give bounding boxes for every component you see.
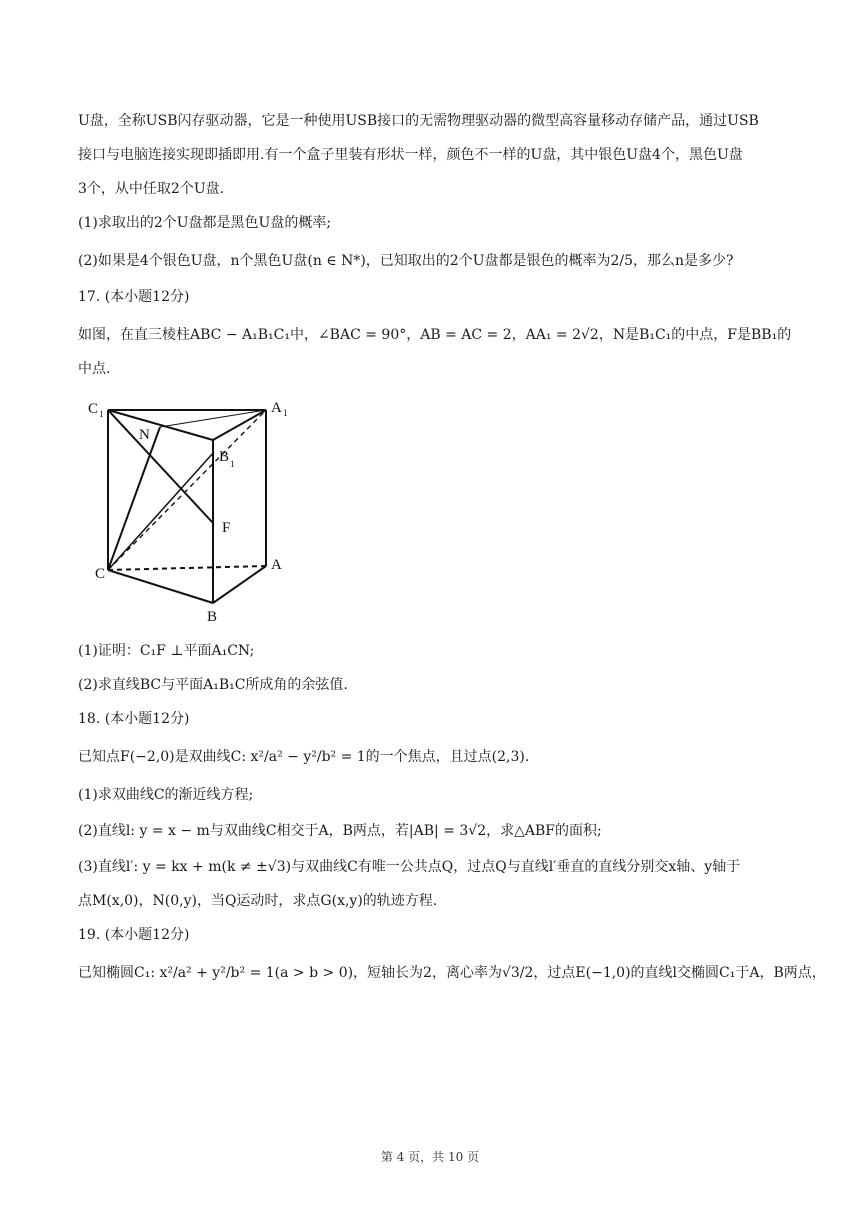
q17-stem-line-2: 中点.: [78, 361, 111, 377]
label-b1-subscript: 1: [230, 459, 235, 469]
prism-figure: [86, 395, 296, 627]
page-footer: 第 4 页，共 10 页: [380, 1150, 480, 1164]
q16-intro-line-3: 3个，从中任取2个U盘.: [78, 181, 225, 197]
q16-part-2: (2)如果是4个银色U盘，n个黑色U盘(n ∈ N*)，已知取出的2个U盘都是银色的概率为2/5，那么n是多少?: [78, 253, 734, 269]
q18-part-3-line-2: 点M(x,0)，N(0,y)，当Q运动时，求点G(x,y)的轨迹方程.: [78, 893, 438, 909]
label-f: F: [222, 520, 231, 536]
q18-part-1: (1)求双曲线C的渐近线方程;: [78, 787, 254, 803]
q16-part-1: (1)求取出的2个U盘都是黑色U盘的概率;: [78, 215, 332, 231]
label-a1-subscript: 1: [283, 408, 288, 418]
q18-heading: 18. (本小题12分): [78, 711, 190, 727]
label-a: A: [271, 557, 282, 573]
q19-stem: 已知椭圆C₁: x²/a² + y²/b² = 1(a > b > 0)，短轴长为2，离心率为√3/2，过点E(−1,0)的直线l交椭圆C₁于A，B两点，: [78, 965, 826, 981]
label-b: B: [207, 609, 218, 625]
q17-stem-line-1: 如图，在直三棱柱ABC − A₁B₁C₁中，∠BAC = 90°，AB = AC = 2，AA₁ = 2√2，N是B₁C₁的中点，F是BB₁的: [78, 327, 792, 343]
q18-part-2: (2)直线l: y = x − m与双曲线C相交于A，B两点，若|AB| = 3√2，求△ABF的面积;: [78, 823, 602, 839]
q17-heading: 17. (本小题12分): [78, 289, 190, 305]
q18-stem: 已知点F(−2,0)是双曲线C: x²/a² − y²/b² = 1的一个焦点，且过点(2,3).: [78, 749, 530, 765]
q16-intro-line-2: 接口与电脑连接实现即插即用.有一个盒子里装有形状一样，颜色不一样的U盘，其中银色U盘4个，黑色U盘: [78, 147, 743, 163]
label-c: C: [95, 566, 106, 582]
q16-intro-line-1: U盘，全称USB闪存驱动器，它是一种使用USB接口的无需物理驱动器的微型高容量移动存储产品，通过USB: [78, 113, 759, 129]
q18-part-3-line-1: (3)直线l′: y = kx + m(k ≠ ±√3)与双曲线C有唯一公共点Q，过点Q与直线l′垂直的直线分别交x轴、y轴于: [78, 859, 741, 875]
q17-part-1: (1)证明：C₁F ⊥平面A₁CN;: [78, 643, 255, 659]
label-n: N: [139, 427, 150, 443]
label-a1: A: [271, 400, 282, 416]
q17-part-2: (2)求直线BC与平面A₁B₁C所成角的余弦值.: [78, 677, 348, 693]
label-b1: B: [219, 449, 230, 465]
q19-heading: 19. (本小题12分): [78, 927, 190, 943]
label-c1-subscript: 1: [99, 409, 104, 419]
label-c1: C: [88, 401, 99, 417]
